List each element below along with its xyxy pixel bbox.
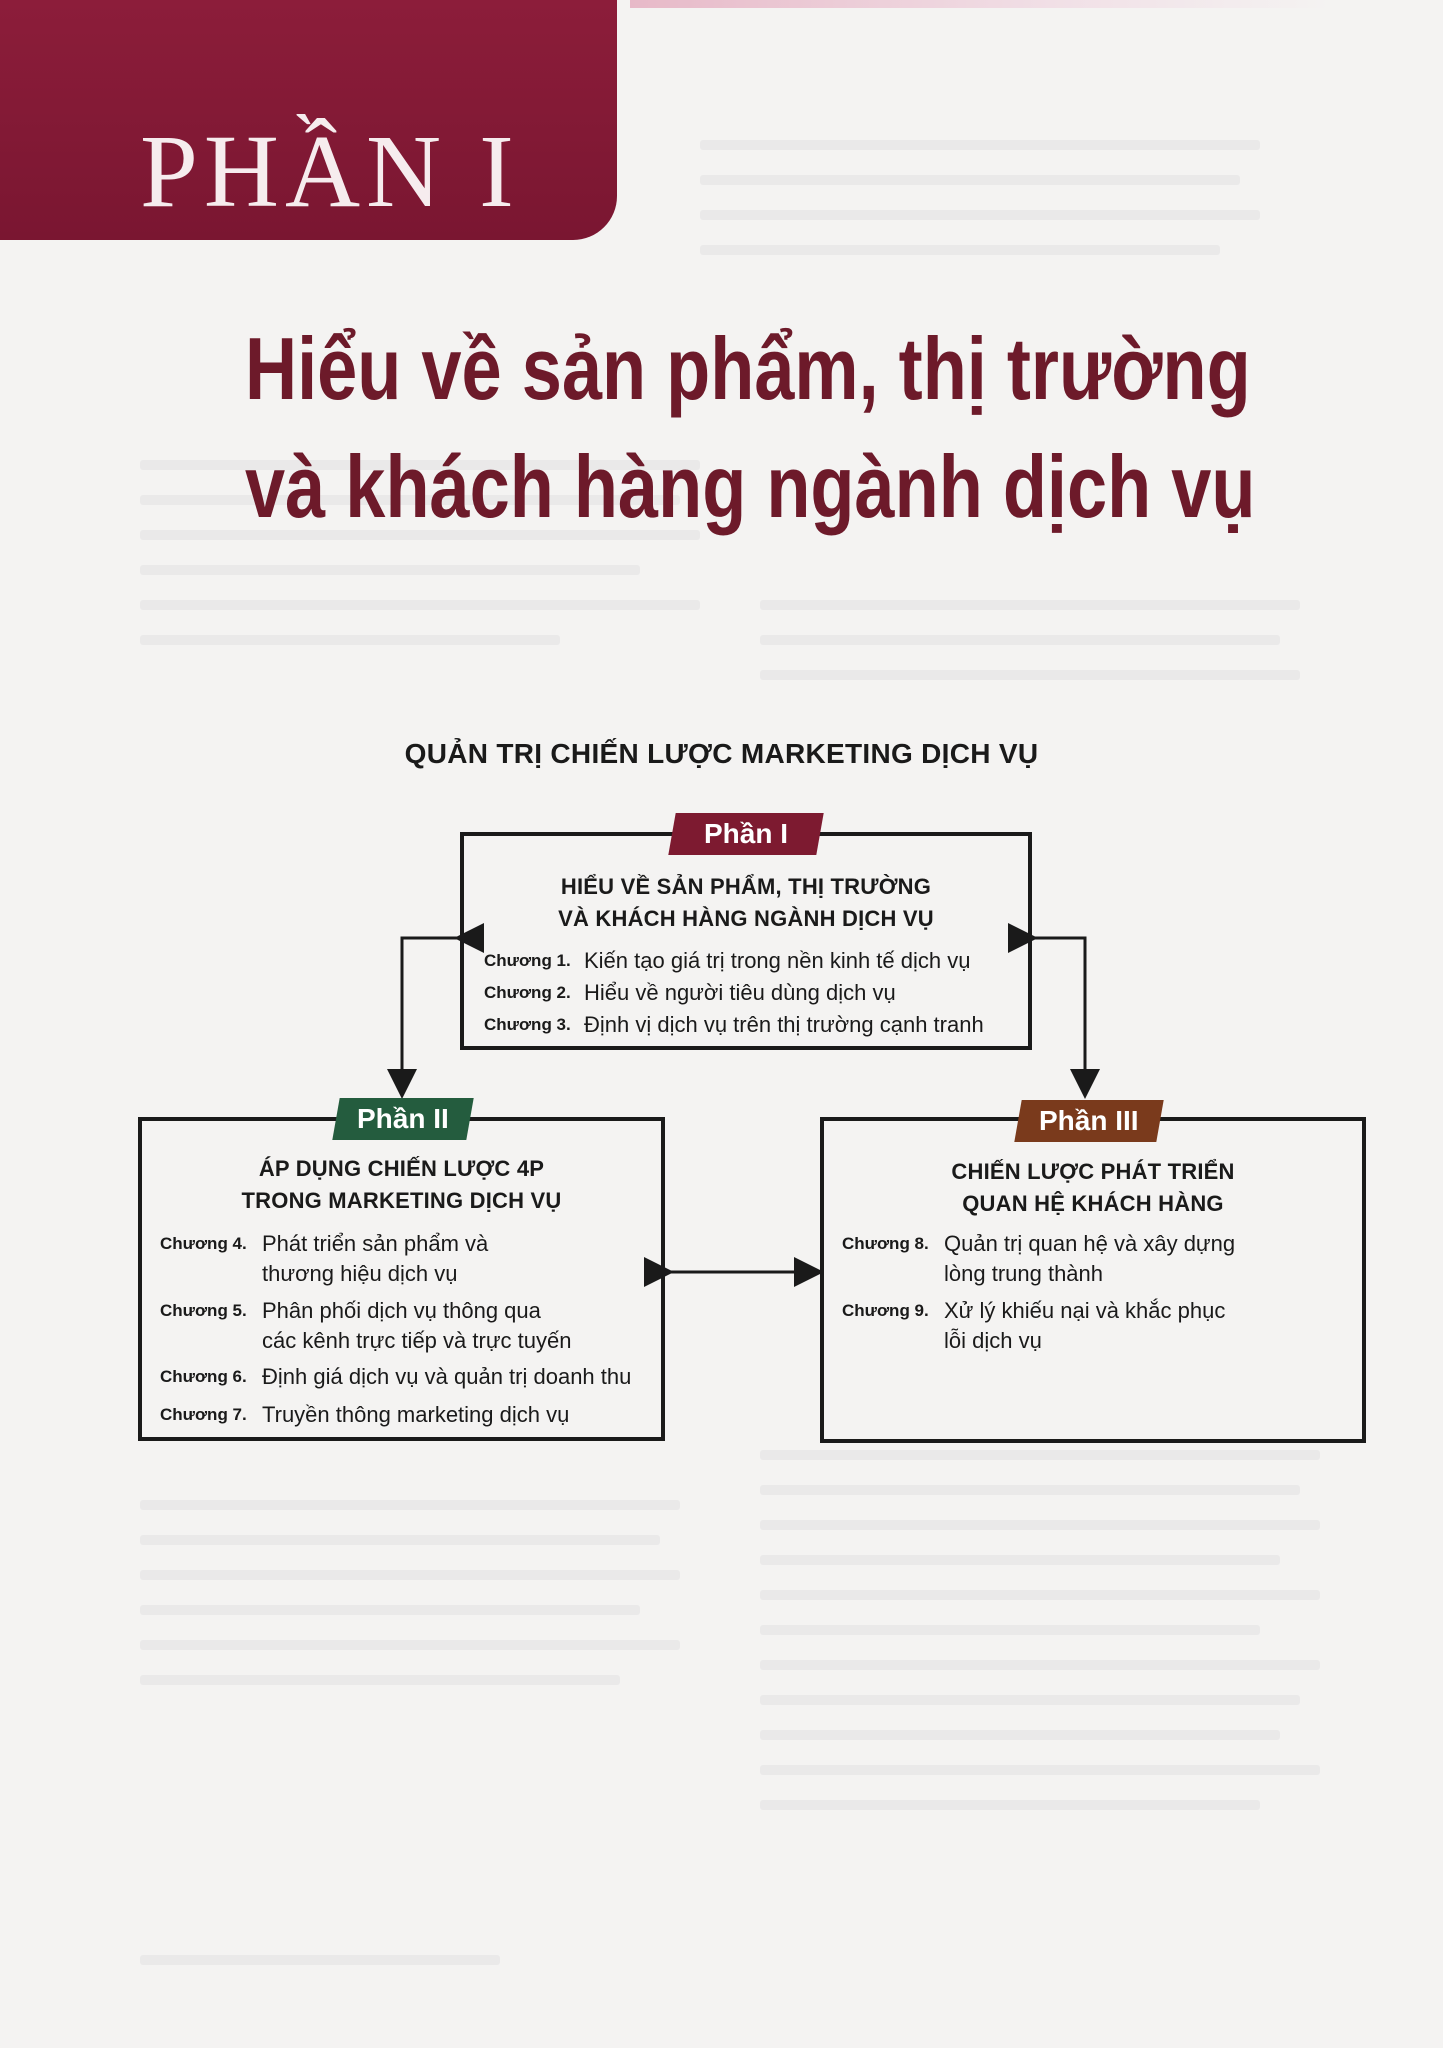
page-title-line-2: và khách hàng ngành dịch vụ — [245, 437, 1256, 536]
chapter-title — [262, 1229, 488, 1289]
chapter-title-line-2: lòng trung thành — [944, 1261, 1104, 1286]
chapter-label: Chương 6. — [160, 1367, 247, 1386]
chapter-label: Chương 2. — [484, 983, 571, 1002]
chapter-4 — [160, 1229, 488, 1289]
chapter-title: Hiểu về người tiêu dùng dịch vụ — [584, 980, 896, 1005]
part2-heading-line-2: TRONG MARKETING DỊCH VỤ — [241, 1188, 562, 1213]
chapter-label: Chương 5. — [160, 1301, 247, 1320]
part3-box — [820, 1117, 1366, 1443]
arrow-part1-to-part3 — [1032, 938, 1085, 1093]
chapter-label: Chương 9. — [842, 1301, 929, 1320]
chapter-6 — [160, 1362, 631, 1392]
arrow-part1-to-part2 — [402, 938, 460, 1093]
page-title-line-1: Hiểu về sản phẩm, thị trường — [245, 319, 1251, 418]
part3-heading — [824, 1156, 1362, 1220]
chapter-title: Kiến tạo giá trị trong nền kinh tế dịch vụ — [584, 948, 971, 973]
chapter-title-line-1: Xử lý khiếu nại và khắc phục — [944, 1298, 1226, 1323]
part1-tag — [668, 813, 823, 855]
chapter-title-line-1: Quản trị quan hệ và xây dựng — [944, 1231, 1236, 1256]
part1-heading — [464, 871, 1028, 935]
chapter-7 — [160, 1400, 569, 1430]
part1-tag-label: Phần I — [703, 818, 788, 849]
part1-heading-line-1: HIỂU VỀ SẢN PHẨM, THỊ TRƯỜNG — [560, 874, 932, 899]
chapter-label: Chương 3. — [484, 1015, 571, 1034]
chapter-5 — [160, 1296, 571, 1356]
part3-tag — [1014, 1100, 1163, 1142]
chapter-3 — [484, 1010, 984, 1040]
chapter-1 — [484, 946, 970, 976]
chapter-label: Chương 8. — [842, 1234, 929, 1253]
chapter-9 — [842, 1296, 1225, 1356]
chapter-title — [944, 1229, 1235, 1289]
part3-heading-line-2: QUAN HỆ KHÁCH HÀNG — [962, 1191, 1224, 1216]
part-banner-label: PHẦN I — [140, 114, 520, 229]
chapter-title-line-1: Phát triển sản phẩm và — [262, 1231, 489, 1256]
chapter-title — [944, 1296, 1225, 1356]
part3-heading-line-1: CHIẾN LƯỢC PHÁT TRIỂN — [951, 1159, 1235, 1184]
part1-heading-line-2: VÀ KHÁCH HÀNG NGÀNH DỊCH VỤ — [558, 906, 934, 931]
chapter-title-line-1: Phân phối dịch vụ thông qua — [262, 1298, 541, 1323]
chapter-2 — [484, 978, 896, 1008]
chapter-title-line-2: thương hiệu dịch vụ — [262, 1261, 458, 1286]
chapter-title: Định giá dịch vụ và quản trị doanh thu — [262, 1364, 632, 1389]
part3-tag-label: Phần III — [1039, 1105, 1139, 1136]
part2-tag-label: Phần II — [357, 1103, 449, 1134]
chapter-title: Định vị dịch vụ trên thị trường cạnh tranh — [584, 1012, 984, 1037]
chapter-title: Truyền thông marketing dịch vụ — [262, 1402, 570, 1427]
diagram-title: QUẢN TRỊ CHIẾN LƯỢC MARKETING DỊCH VỤ — [404, 738, 1039, 769]
chapter-title-line-2: các kênh trực tiếp và trực tuyến — [262, 1328, 572, 1353]
part2-heading-line-1: ÁP DỤNG CHIẾN LƯỢC 4P — [258, 1156, 545, 1181]
part2-heading — [142, 1153, 661, 1217]
part2-box — [138, 1117, 665, 1441]
part2-tag — [332, 1098, 473, 1140]
chapter-label: Chương 1. — [484, 951, 571, 970]
chapter-label: Chương 7. — [160, 1405, 247, 1424]
part1-box — [460, 832, 1032, 1050]
chapter-8 — [842, 1229, 1235, 1289]
chapter-title — [262, 1296, 571, 1356]
chapter-title-line-2: lỗi dịch vụ — [944, 1328, 1042, 1353]
chapter-label: Chương 4. — [160, 1234, 247, 1253]
